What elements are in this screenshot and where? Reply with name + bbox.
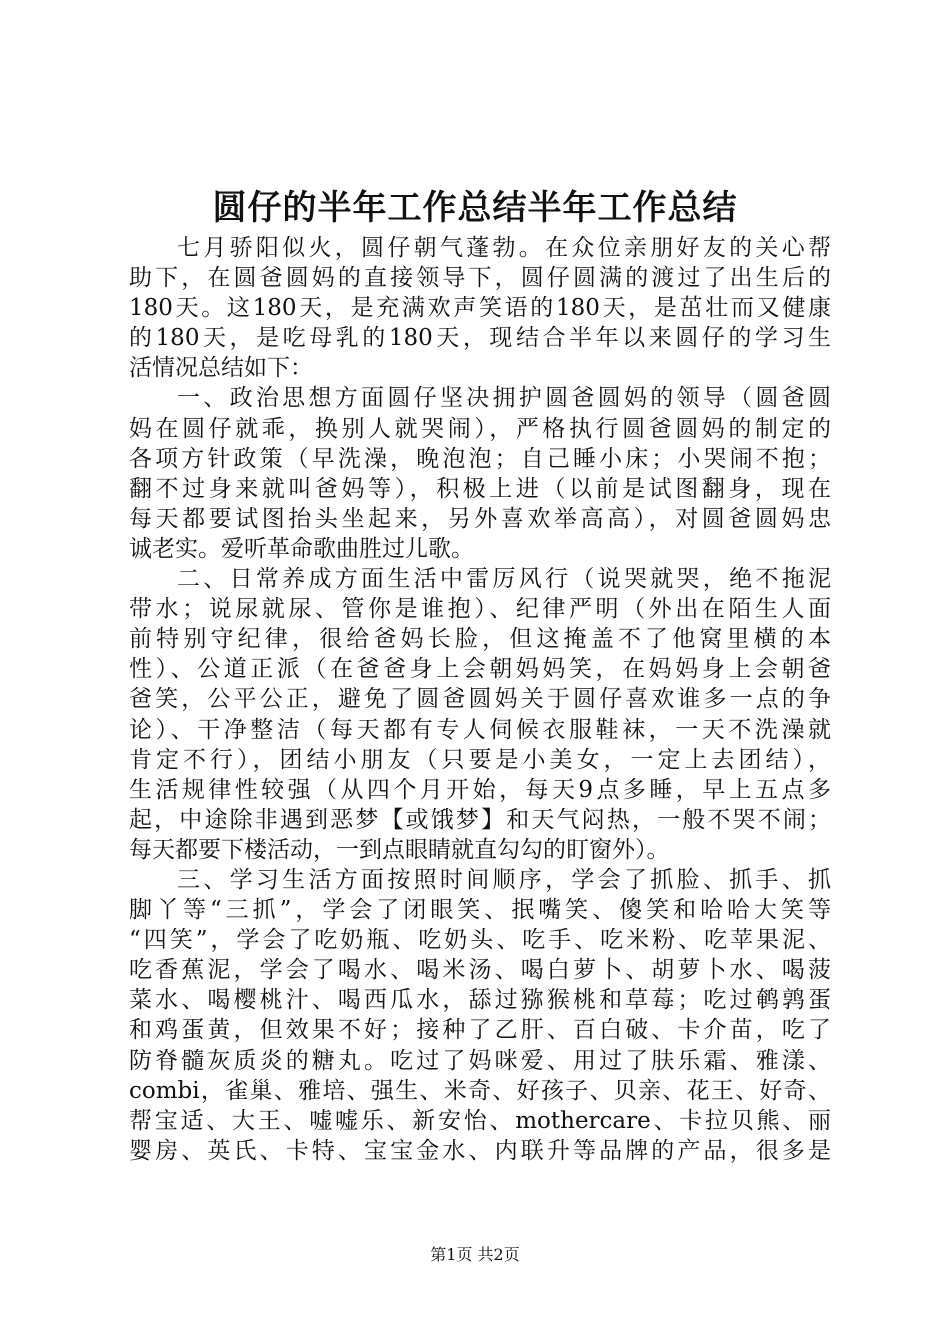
paragraph-2-line-4: 翻不过身来就叫爸妈等），积极上进（以前是试图翻身，现在 [129,475,831,502]
paragraph-4-line-4: 吃香蕉泥，学会了喝水、喝米汤、喝白萝卜、胡萝卜水、喝菠 [129,957,831,984]
paragraph-2-line-6: 诚老实。爱听革命歌曲胜过儿歌。 [129,535,474,562]
paragraph-2-line-1: 一、政治思想方面圆仔坚决拥护圆爸圆妈的领导（圆爸圆 [177,385,831,412]
page-footer: 第1页 共2页 [430,1245,520,1264]
paragraph-3-line-3: 前特别守纪律，很给爸妈长脸，但这掩盖不了他窝里横的本 [129,626,831,653]
paragraph-3-line-2: 带水；说尿就尿、管你是谁抱）、纪律严明（外出在陌生人面 [129,596,831,623]
paragraph-4-line-1: 三、学习生活方面按照时间顺序，学会了抓脸、抓手、抓 [177,866,831,893]
paragraph-4-line-3: “四笑”，学会了吃奶瓶、吃奶头、吃手、吃米粉、吃苹果泥、 [129,927,831,954]
paragraph-3-line-7: 肯定不行），团结小朋友（只要是小美女，一定上去团结）， [129,746,831,773]
paragraph-4-line-7: 防脊髓灰质炎的糖丸。吃过了妈咪爱、用过了肤乐霜、雅漾、 [129,1047,831,1074]
document-body [129,233,831,1166]
paragraph-3-line-6: 论）、干净整洁（每天都有专人伺候衣服鞋袜，一天不洗澡就 [129,716,831,743]
paragraph-1-line-2: 助下，在圆爸圆妈的直接领导下，圆仔圆满的渡过了出生后的 [129,265,831,292]
paragraph-3-line-4: 性）、公道正派（在爸爸身上会朝妈妈笑，在妈妈身上会朝爸 [129,656,831,683]
paragraph-3-line-5: 爸笑，公平公正，避免了圆爸圆妈关于圆仔喜欢谁多一点的争 [129,686,831,713]
paragraph-2-line-5: 每天都要试图抬头坐起来，另外喜欢举高高），对圆爸圆妈忠 [129,505,831,532]
paragraph-4-line-9: 帮宝适、大王、嘘嘘乐、新安怡、mothercare、卡拉贝熊、丽 [129,1107,831,1134]
paragraph-1-line-4: 的180天，是吃母乳的180天，现结合半年以来圆仔的学习生 [129,325,831,352]
document-title: 圆仔的半年工作总结半年工作总结 [212,188,738,228]
paragraph-3-line-9: 起，中途除非遇到恶梦【或饿梦】和天气闷热，一般不哭不闹； [129,806,831,833]
paragraph-3-line-1: 二、日常养成方面生活中雷厉风行（说哭就哭，绝不拖泥 [177,566,831,593]
paragraph-4-line-5: 菜水、喝樱桃汁、喝西瓜水，舔过猕猴桃和草莓；吃过鹌鹑蛋 [129,987,831,1014]
paragraph-4-line-2: 脚丫等“三抓”，学会了闭眼笑、抿嘴笑、傻笑和哈哈大笑等 [129,897,831,924]
paragraph-2-line-2: 妈在圆仔就乖，换别人就哭闹），严格执行圆爸圆妈的制定的 [129,415,831,442]
paragraph-1-line-1: 七月骄阳似火，圆仔朝气蓬勃。在众位亲朋好友的关心帮 [177,235,831,261]
paragraph-4-line-6: 和鸡蛋黄，但效果不好；接种了乙肝、百白破、卡介苗，吃了 [129,1017,831,1044]
paragraph-3-line-8: 生活规律性较强（从四个月开始，每天9点多睡，早上五点多 [129,776,831,803]
paragraph-2-line-3: 各项方针政策（早洗澡，晚泡泡；自己睡小床；小哭闹不抱； [129,445,831,472]
paragraph-1-line-5: 活情况总结如下： [129,355,313,382]
paragraph-4-line-8: combi，雀巢、雅培、强生、米奇、好孩子、贝亲、花王、好奇、 [129,1077,831,1104]
paragraph-3-line-10: 每天都要下楼活动，一到点眼睛就直勾勾的盯窗外）。 [129,836,670,863]
paragraph-4-line-10: 婴房、英氏、卡特、宝宝金水、内联升等品牌的产品，很多是 [129,1137,831,1164]
paragraph-1-line-3: 180天。这180天，是充满欢声笑语的180天，是茁壮而又健康 [129,295,831,322]
